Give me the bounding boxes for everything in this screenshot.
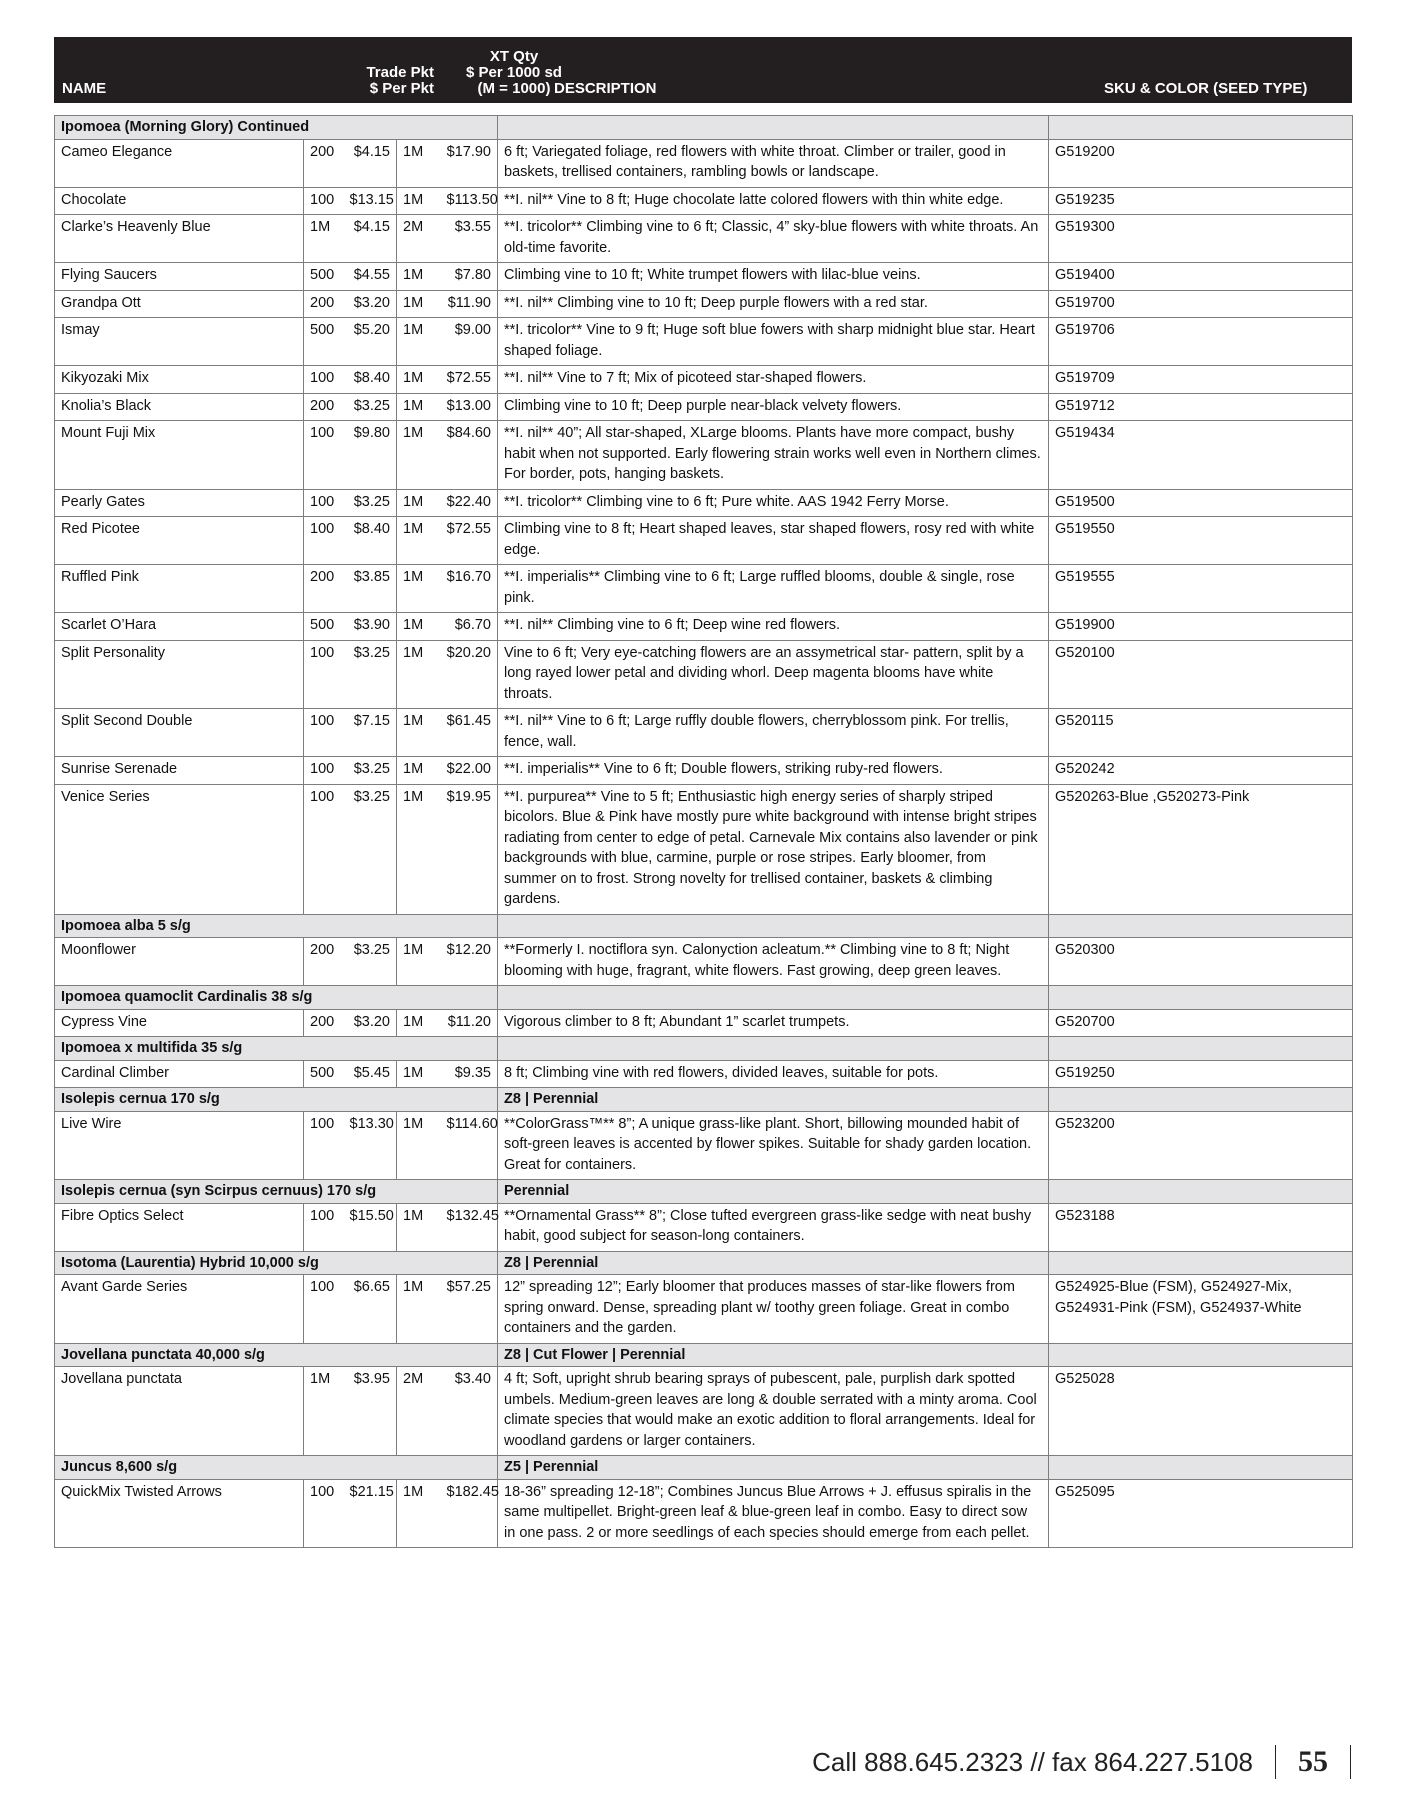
product-sku: G519200 [1049,139,1353,187]
trade-pkt-qty: 200 [304,393,344,421]
product-description: **I. tricolor** Vine to 9 ft; Huge soft blue fowers with sharp midnight blue star. Heart shaped foliage. [498,318,1049,366]
catalog-sheet [54,37,1352,1548]
product-sku: G523200 [1049,1111,1353,1180]
product-name: Grandpa Ott [55,290,304,318]
product-row [55,263,1353,291]
section-sku-blank [1049,914,1353,938]
section-header-row [55,116,1353,140]
section-sku-blank [1049,1088,1353,1112]
xt-price: $57.25 [441,1275,498,1344]
product-sku: G520100 [1049,640,1353,709]
product-sku: G519700 [1049,290,1353,318]
product-row [55,565,1353,613]
xt-price: $114.60 [441,1111,498,1180]
product-row [55,421,1353,490]
product-sku: G519712 [1049,393,1353,421]
product-row [55,1009,1353,1037]
product-row [55,784,1353,914]
product-description: 6 ft; Variegated foliage, red flowers with white throat. Climber or trailer, good in baskets, trellised containers, rambling bowls or landscape. [498,139,1049,187]
section-note [498,1037,1049,1061]
trade-pkt-qty: 500 [304,318,344,366]
section-sku-blank [1049,986,1353,1010]
trade-pkt-qty: 200 [304,1009,344,1037]
trade-pkt-price: $3.25 [344,784,397,914]
xt-qty: 1M [397,613,441,641]
trade-pkt-price: $3.25 [344,757,397,785]
xt-price: $3.40 [441,1367,498,1456]
product-name: Cameo Elegance [55,139,304,187]
product-sku: G523188 [1049,1203,1353,1251]
contact-info: Call 888.645.2323 // fax 864.227.5108 [812,1746,1253,1777]
trade-pkt-price: $3.20 [344,290,397,318]
product-sku: G524925-Blue (FSM), G524927-Mix, G524931-Pink (FSM), G524937-White [1049,1275,1353,1344]
product-sku: G520115 [1049,709,1353,757]
trade-pkt-price: $21.15 [344,1479,397,1548]
product-name: Ismay [55,318,304,366]
footer-divider [1275,1745,1276,1779]
xt-price: $17.90 [441,139,498,187]
section-header-row [55,1088,1353,1112]
product-row [55,757,1353,785]
product-row [55,139,1353,187]
product-row [55,366,1353,394]
trade-pkt-qty: 100 [304,366,344,394]
section-title: Isotoma (Laurentia) Hybrid 10,000 s/g [55,1251,498,1275]
xt-price: $22.40 [441,489,498,517]
product-row [55,1203,1353,1251]
section-title: Isolepis cernua 170 s/g [55,1088,498,1112]
xt-price: $12.20 [441,938,498,986]
section-note: Perennial [498,1180,1049,1204]
product-row [55,1060,1353,1088]
xt-price: $72.55 [441,366,498,394]
xt-qty: 1M [397,318,441,366]
page-footer [812,1745,1351,1779]
section-title: Ipomoea quamoclit Cardinalis 38 s/g [55,986,498,1010]
product-name: Flying Saucers [55,263,304,291]
xt-qty: 1M [397,640,441,709]
product-name: Kikyozaki Mix [55,366,304,394]
section-sku-blank [1049,116,1353,140]
section-title: Isolepis cernua (syn Scirpus cernuus) 170 s/g [55,1180,498,1204]
table-header [54,37,1352,103]
section-note: Z8 | Perennial [498,1251,1049,1275]
xt-qty: 1M [397,938,441,986]
product-name: Split Second Double [55,709,304,757]
section-note [498,116,1049,140]
product-name: Knolia’s Black [55,393,304,421]
header-xt-line1: XT Qty [489,48,539,65]
xt-price: $3.55 [441,215,498,263]
trade-pkt-price: $3.85 [344,565,397,613]
trade-pkt-price: $5.45 [344,1060,397,1088]
xt-qty: 1M [397,709,441,757]
trade-pkt-qty: 100 [304,784,344,914]
xt-qty: 1M [397,1111,441,1180]
section-note [498,986,1049,1010]
section-header-row [55,1251,1353,1275]
product-description: Climbing vine to 10 ft; White trumpet flowers with lilac-blue veins. [498,263,1049,291]
product-description: **ColorGrass™** 8”; A unique grass-like plant. Short, billowing mounded habit of soft-green leaves is accented by flower spikes. Suitable for shady garden location. Great for containers. [498,1111,1049,1180]
product-description: **I. nil** Vine to 8 ft; Huge chocolate latte colored flowers with thin white edge. [498,187,1049,215]
xt-price: $11.20 [441,1009,498,1037]
trade-pkt-qty: 500 [304,1060,344,1088]
product-name: Sunrise Serenade [55,757,304,785]
product-row [55,1367,1353,1456]
product-description: **I. nil** 40”; All star-shaped, XLarge blooms. Plants have more compact, bushy habit when not supported. Early flowering strain works well even in Northern climes. For border, pots, hanging baskets. [498,421,1049,490]
product-name: Cardinal Climber [55,1060,304,1088]
product-description: **I. nil** Vine to 7 ft; Mix of picoteed star-shaped flowers. [498,366,1049,394]
product-row [55,938,1353,986]
section-sku-blank [1049,1180,1353,1204]
product-row [55,290,1353,318]
product-name: Ruffled Pink [55,565,304,613]
product-sku: G519709 [1049,366,1353,394]
xt-qty: 1M [397,1479,441,1548]
product-row [55,517,1353,565]
section-note [498,914,1049,938]
trade-pkt-price: $9.80 [344,421,397,490]
section-title: Juncus 8,600 s/g [55,1456,498,1480]
trade-pkt-price: $13.15 [344,187,397,215]
trade-pkt-qty: 1M [304,215,344,263]
xt-price: $113.50 [441,187,498,215]
xt-qty: 1M [397,1203,441,1251]
section-note: Z5 | Perennial [498,1456,1049,1480]
xt-qty: 1M [397,139,441,187]
xt-price: $7.80 [441,263,498,291]
header-trade-line2: $ Per Pkt [369,80,434,97]
xt-price: $9.35 [441,1060,498,1088]
product-sku: G519900 [1049,613,1353,641]
trade-pkt-qty: 500 [304,613,344,641]
xt-qty: 2M [397,215,441,263]
header-name: NAME [62,80,107,97]
product-sku: G520242 [1049,757,1353,785]
product-description: 18-36” spreading 12-18”; Combines Juncus Blue Arrows + J. effusus spiralis in the same multipellet. Bright-green leaf & blue-green leaf in combo. Easy to direct sow in one pass. 2 or more seedlings of each species should emerge from each pellet. [498,1479,1049,1548]
xt-price: $61.45 [441,709,498,757]
product-sku: G519550 [1049,517,1353,565]
product-description: **I. imperialis** Climbing vine to 6 ft; Large ruffled blooms, double & single, rose pink. [498,565,1049,613]
xt-qty: 1M [397,421,441,490]
product-description: **I. tricolor** Climbing vine to 6 ft; Classic, 4” sky-blue flowers with white throats. An old-time favorite. [498,215,1049,263]
trade-pkt-qty: 500 [304,263,344,291]
product-sku: G519400 [1049,263,1353,291]
section-sku-blank [1049,1037,1353,1061]
header-xt-line2: $ Per 1000 sd [466,64,562,81]
page-number: 55 [1298,1745,1328,1778]
product-description: 4 ft; Soft, upright shrub bearing sprays of pubescent, pale, purplish dark spotted umbels. Medium-green leaves are long & double serrated with a minty aroma. Cool climate species that would make an exotic addition to floral arrangements. Ideal for woodland gardens or larger containers. [498,1367,1049,1456]
section-header-row [55,1456,1353,1480]
trade-pkt-price: $3.25 [344,393,397,421]
xt-qty: 1M [397,1275,441,1344]
product-sku: G519250 [1049,1060,1353,1088]
header-trade-pkt [308,65,434,97]
product-name: Pearly Gates [55,489,304,517]
product-description: 12” spreading 12”; Early bloomer that produces masses of star-like flowers from spring onward. Dense, spreading plant w/ toothy green foliage. Great in combo containers and the garden. [498,1275,1049,1344]
product-name: Chocolate [55,187,304,215]
product-table-body [55,116,1353,1548]
product-name: Clarke’s Heavenly Blue [55,215,304,263]
trade-pkt-price: $5.20 [344,318,397,366]
trade-pkt-price: $4.15 [344,139,397,187]
trade-pkt-qty: 200 [304,139,344,187]
product-row [55,215,1353,263]
product-name: Venice Series [55,784,304,914]
trade-pkt-price: $3.25 [344,938,397,986]
product-description: Vigorous climber to 8 ft; Abundant 1” scarlet trumpets. [498,1009,1049,1037]
trade-pkt-price: $3.25 [344,489,397,517]
section-header-row [55,1180,1353,1204]
xt-price: $132.45 [441,1203,498,1251]
xt-qty: 1M [397,489,441,517]
xt-qty: 1M [397,290,441,318]
product-name: Red Picotee [55,517,304,565]
header-trade-line1: Trade Pkt [366,64,434,81]
product-row [55,489,1353,517]
product-description: **Formerly I. noctiflora syn. Calonyction acleatum.** Climbing vine to 8 ft; Night blooming with huge, fragrant, white flowers. Fast growing, deep green leaves. [498,938,1049,986]
product-name: Jovellana punctata [55,1367,304,1456]
xt-qty: 1M [397,1060,441,1088]
product-name: QuickMix Twisted Arrows [55,1479,304,1548]
footer-divider-right [1350,1745,1351,1779]
product-sku: G520700 [1049,1009,1353,1037]
trade-pkt-price: $8.40 [344,517,397,565]
product-sku: G519300 [1049,215,1353,263]
product-row [55,1479,1353,1548]
product-name: Fibre Optics Select [55,1203,304,1251]
xt-price: $20.20 [441,640,498,709]
product-name: Live Wire [55,1111,304,1180]
product-description: **I. purpurea** Vine to 5 ft; Enthusiastic high energy series of sharply striped bicolors. Blue & Pink have mostly pure white background with intense bright stripes radiating from center to edge of petal. Carnevale Mix contains also lavender or pink backgrounds with blue, carmine, purple or rose stripes. Early bloomer, from summer on to frost. Strong novelty for trellised container, baskets & climbing gardens. [498,784,1049,914]
product-name: Moonflower [55,938,304,986]
product-sku: G520263-Blue ,G520273-Pink [1049,784,1353,914]
product-sku: G519500 [1049,489,1353,517]
product-sku: G519235 [1049,187,1353,215]
trade-pkt-qty: 100 [304,1275,344,1344]
product-description: 8 ft; Climbing vine with red flowers, divided leaves, suitable for pots. [498,1060,1049,1088]
product-description: **I. nil** Climbing vine to 10 ft; Deep purple flowers with a red star. [498,290,1049,318]
section-header-row [55,914,1353,938]
section-header-row [55,1037,1353,1061]
trade-pkt-price: $8.40 [344,366,397,394]
xt-qty: 1M [397,757,441,785]
trade-pkt-qty: 100 [304,489,344,517]
product-sku: G519434 [1049,421,1353,490]
product-name: Scarlet O’Hara [55,613,304,641]
xt-qty: 1M [397,565,441,613]
trade-pkt-qty: 100 [304,517,344,565]
trade-pkt-price: $15.50 [344,1203,397,1251]
section-note: Z8 | Perennial [498,1088,1049,1112]
product-sku: G525095 [1049,1479,1353,1548]
trade-pkt-qty: 100 [304,421,344,490]
product-name: Split Personality [55,640,304,709]
xt-price: $6.70 [441,613,498,641]
product-description: **I. imperialis** Vine to 6 ft; Double flowers, striking ruby-red flowers. [498,757,1049,785]
product-row [55,318,1353,366]
section-title: Ipomoea (Morning Glory) Continued [55,116,498,140]
product-description: **I. nil** Climbing vine to 6 ft; Deep wine red flowers. [498,613,1049,641]
product-sku: G519555 [1049,565,1353,613]
trade-pkt-qty: 100 [304,1203,344,1251]
trade-pkt-qty: 100 [304,709,344,757]
xt-price: $11.90 [441,290,498,318]
header-sku: SKU & COLOR (SEED TYPE) [1104,80,1308,97]
product-sku: G519706 [1049,318,1353,366]
trade-pkt-price: $3.20 [344,1009,397,1037]
product-description: Climbing vine to 10 ft; Deep purple near-black velvety flowers. [498,393,1049,421]
xt-price: $16.70 [441,565,498,613]
xt-qty: 1M [397,366,441,394]
xt-qty: 2M [397,1367,441,1456]
xt-qty: 1M [397,784,441,914]
xt-price: $22.00 [441,757,498,785]
header-xt-line3: (M = 1000) [477,80,551,97]
trade-pkt-price: $6.65 [344,1275,397,1344]
product-row [55,393,1353,421]
section-title: Jovellana punctata 40,000 s/g [55,1343,498,1367]
trade-pkt-price: $3.95 [344,1367,397,1456]
product-row [55,613,1353,641]
product-row [55,187,1353,215]
product-row [55,709,1353,757]
xt-price: $84.60 [441,421,498,490]
trade-pkt-qty: 200 [304,290,344,318]
trade-pkt-qty: 100 [304,1111,344,1180]
product-description: **I. tricolor** Climbing vine to 6 ft; Pure white. AAS 1942 Ferry Morse. [498,489,1049,517]
xt-price: $13.00 [441,393,498,421]
trade-pkt-price: $4.55 [344,263,397,291]
trade-pkt-qty: 1M [304,1367,344,1456]
section-sku-blank [1049,1456,1353,1480]
product-row [55,640,1353,709]
trade-pkt-qty: 100 [304,640,344,709]
header-description: DESCRIPTION [554,80,657,97]
xt-price: $19.95 [441,784,498,914]
product-sku: G520300 [1049,938,1353,986]
trade-pkt-price: $13.30 [344,1111,397,1180]
section-note: Z8 | Cut Flower | Perennial [498,1343,1049,1367]
section-title: Ipomoea x multifida 35 s/g [55,1037,498,1061]
trade-pkt-price: $3.25 [344,640,397,709]
product-description: Climbing vine to 8 ft; Heart shaped leaves, star shaped flowers, rosy red with white edge. [498,517,1049,565]
trade-pkt-qty: 100 [304,187,344,215]
product-table [54,115,1353,1548]
section-header-row [55,1343,1353,1367]
product-row [55,1275,1353,1344]
trade-pkt-qty: 100 [304,1479,344,1548]
trade-pkt-price: $7.15 [344,709,397,757]
trade-pkt-qty: 200 [304,565,344,613]
product-row [55,1111,1353,1180]
section-title: Ipomoea alba 5 s/g [55,914,498,938]
xt-qty: 1M [397,393,441,421]
product-sku: G525028 [1049,1367,1353,1456]
trade-pkt-qty: 200 [304,938,344,986]
product-description: **I. nil** Vine to 6 ft; Large ruffly double flowers, cherryblossom pink. For trellis, fence, wall. [498,709,1049,757]
trade-pkt-price: $4.15 [344,215,397,263]
xt-price: $72.55 [441,517,498,565]
trade-pkt-qty: 100 [304,757,344,785]
section-sku-blank [1049,1251,1353,1275]
product-name: Avant Garde Series [55,1275,304,1344]
xt-qty: 1M [397,517,441,565]
product-description: **Ornamental Grass** 8”; Close tufted evergreen grass-like sedge with neat bushy habit, good subject for season-long containers. [498,1203,1049,1251]
product-name: Cypress Vine [55,1009,304,1037]
xt-qty: 1M [397,263,441,291]
product-description: Vine to 6 ft; Very eye-catching flowers are an assymetrical star- pattern, split by a long rayed lower petal and dividing whorl. Deep magenta blooms have white throats. [498,640,1049,709]
xt-qty: 1M [397,1009,441,1037]
section-header-row [55,986,1353,1010]
xt-qty: 1M [397,187,441,215]
section-sku-blank [1049,1343,1353,1367]
xt-price: $182.45 [441,1479,498,1548]
xt-price: $9.00 [441,318,498,366]
trade-pkt-price: $3.90 [344,613,397,641]
product-name: Mount Fuji Mix [55,421,304,490]
